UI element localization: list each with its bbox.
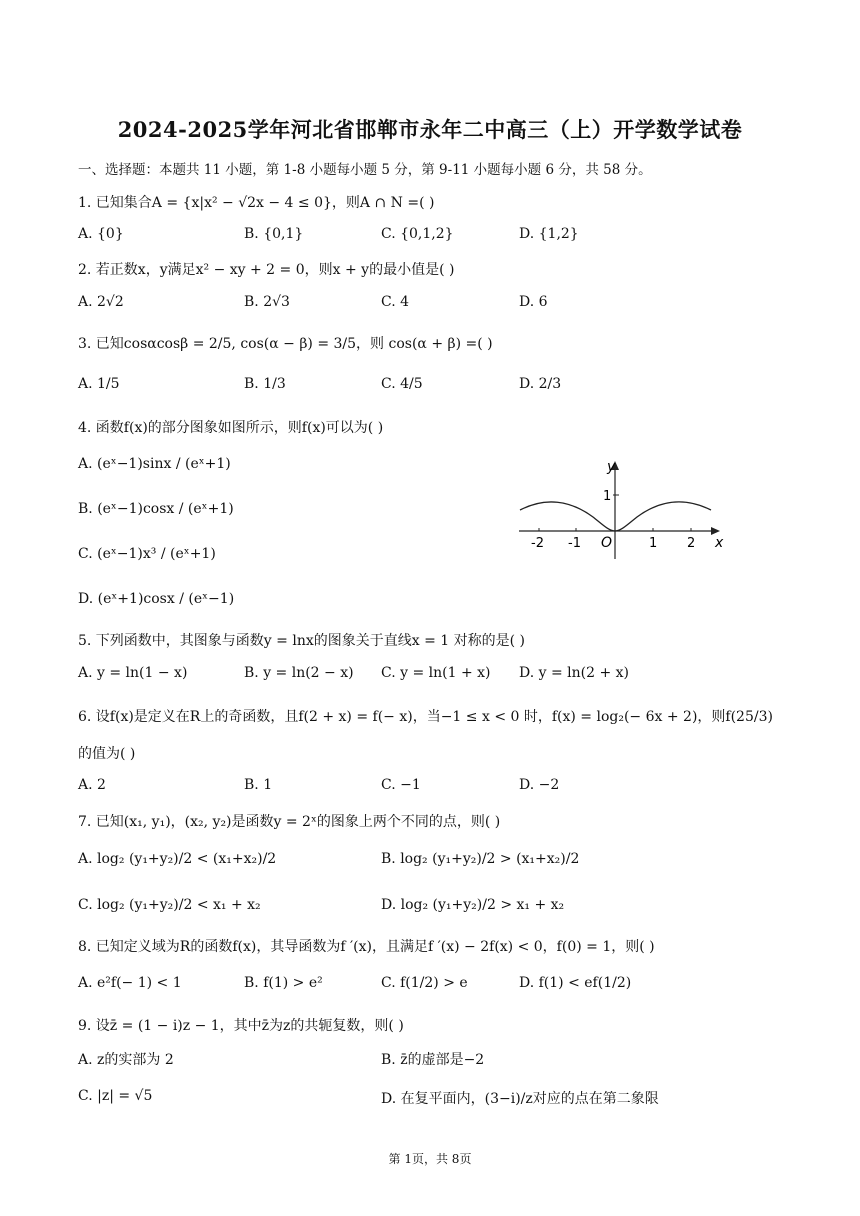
- q1-option-c: C. {0,1,2}: [381, 226, 454, 242]
- q9-option-c: C. |z| = √5: [78, 1088, 153, 1104]
- q5-option-c: C. y = ln(1 + x): [381, 665, 491, 681]
- q9-option-b: B. z̄的虚部是−2: [381, 1052, 485, 1068]
- y-tick-label-1: 1: [603, 489, 612, 504]
- q4-option-c: C. (eˣ−1)x³ / (eˣ+1): [78, 546, 216, 562]
- question-9-stem: 9. 设z̄ = (1 − i)z − 1，其中z̄为z的共轭复数，则( ): [78, 1018, 404, 1034]
- q7-option-d: D. log₂ (y₁+y₂)/2 > x₁ + x₂: [381, 897, 565, 913]
- q3-option-a: A. 1/5: [78, 376, 120, 392]
- x-axis-arrow: [711, 527, 720, 535]
- question-3-stem: 3. 已知cosαcosβ = 2/5, cos(α − β) = 3/5，则 cos(α + β) =( ): [78, 336, 493, 352]
- q1-option-d: D. {1,2}: [519, 226, 579, 242]
- q8-option-c: C. f(1/2) > e: [381, 975, 468, 991]
- q7-option-c: C. log₂ (y₁+y₂)/2 < x₁ + x₂: [78, 897, 261, 913]
- question-6-stem: 6. 设f(x)是定义在R上的奇函数，且f(2 + x) = f(− x)，当−1 ≤ x < 0 时，f(x) = log₂(− 6x + 2)，则f(25/3): [78, 709, 773, 725]
- q3-option-b: B. 1/3: [244, 376, 286, 392]
- question-6-stem-cont: 的值为( ): [78, 746, 136, 762]
- section-heading: 一、选择题：本题共 11 小题，第 1-8 小题每小题 5 分，第 9-11 小题每小题 6 分，共 58 分。: [78, 162, 652, 178]
- page-title: 2024-2025学年河北省邯郸市永年二中高三（上）开学数学试卷: [117, 117, 743, 142]
- question-8-stem: 8. 已知定义域为R的函数f(x)，其导函数为f ′(x)，且满足f ′(x) − 2f(x) < 0，f(0) = 1，则( ): [78, 939, 655, 955]
- q5-option-a: A. y = ln(1 − x): [78, 665, 188, 681]
- q2-option-c: C. 4: [381, 294, 410, 310]
- q6-option-b: B. 1: [244, 777, 273, 793]
- q2-option-d: D. 6: [519, 294, 548, 310]
- q8-option-a: A. e²f(− 1) < 1: [78, 975, 182, 991]
- x-axis-label: x: [715, 535, 724, 551]
- y-axis-label: y: [607, 459, 616, 475]
- x-tick-label-2: 2: [687, 536, 696, 551]
- q5-option-d: D. y = ln(2 + x): [519, 665, 630, 681]
- x-tick-label-neg1: -1: [568, 536, 581, 551]
- q8-option-b: B. f(1) > e²: [244, 975, 323, 991]
- q1-option-b: B. {0,1}: [244, 226, 304, 242]
- q4-option-d: D. (eˣ+1)cosx / (eˣ−1): [78, 591, 235, 607]
- q9-option-a: A. z的实部为 2: [78, 1052, 174, 1068]
- question-4-stem: 4. 函数f(x)的部分图象如图所示，则f(x)可以为( ): [78, 420, 384, 436]
- function-graph: [515, 455, 725, 565]
- q6-option-a: A. 2: [78, 777, 106, 793]
- question-7-stem: 7. 已知(x₁, y₁)，(x₂, y₂)是函数y = 2ˣ的图象上两个不同的点，则( ): [78, 814, 501, 830]
- x-tick-label-neg2: -2: [531, 536, 544, 551]
- question-2-stem: 2. 若正数x，y满足x² − xy + 2 = 0，则x + y的最小值是( ): [78, 262, 455, 278]
- q4-option-a: A. (eˣ−1)sinx / (eˣ+1): [78, 456, 231, 472]
- question-5-stem: 5. 下列函数中，其图象与函数y = lnx的图象关于直线x = 1 对称的是( ): [78, 633, 525, 649]
- q4-option-b: B. (eˣ−1)cosx / (eˣ+1): [78, 501, 234, 517]
- question-1-stem: 1. 已知集合A = {x|x² − √2x − 4 ≤ 0}，则A ∩ N =( ): [78, 195, 435, 211]
- q1-option-a: A. {0}: [78, 226, 124, 242]
- q6-option-c: C. −1: [381, 777, 421, 793]
- q2-option-b: B. 2√3: [244, 294, 290, 310]
- q2-option-a: A. 2√2: [78, 294, 124, 310]
- page-footer: 第 1页，共 8页: [388, 1152, 472, 1166]
- q3-option-d: D. 2/3: [519, 376, 562, 392]
- q5-option-b: B. y = ln(2 − x): [244, 665, 354, 681]
- q9-option-d: D. 在复平面内，(3−i)/z对应的点在第二象限: [381, 1091, 659, 1107]
- q3-option-c: C. 4/5: [381, 376, 423, 392]
- x-tick-label-1: 1: [649, 536, 658, 551]
- q7-option-a: A. log₂ (y₁+y₂)/2 < (x₁+x₂)/2: [78, 851, 277, 867]
- q6-option-d: D. −2: [519, 777, 560, 793]
- q8-option-d: D. f(1) < ef(1/2): [519, 975, 632, 991]
- origin-label: O: [601, 535, 613, 551]
- q7-option-b: B. log₂ (y₁+y₂)/2 > (x₁+x₂)/2: [381, 851, 580, 867]
